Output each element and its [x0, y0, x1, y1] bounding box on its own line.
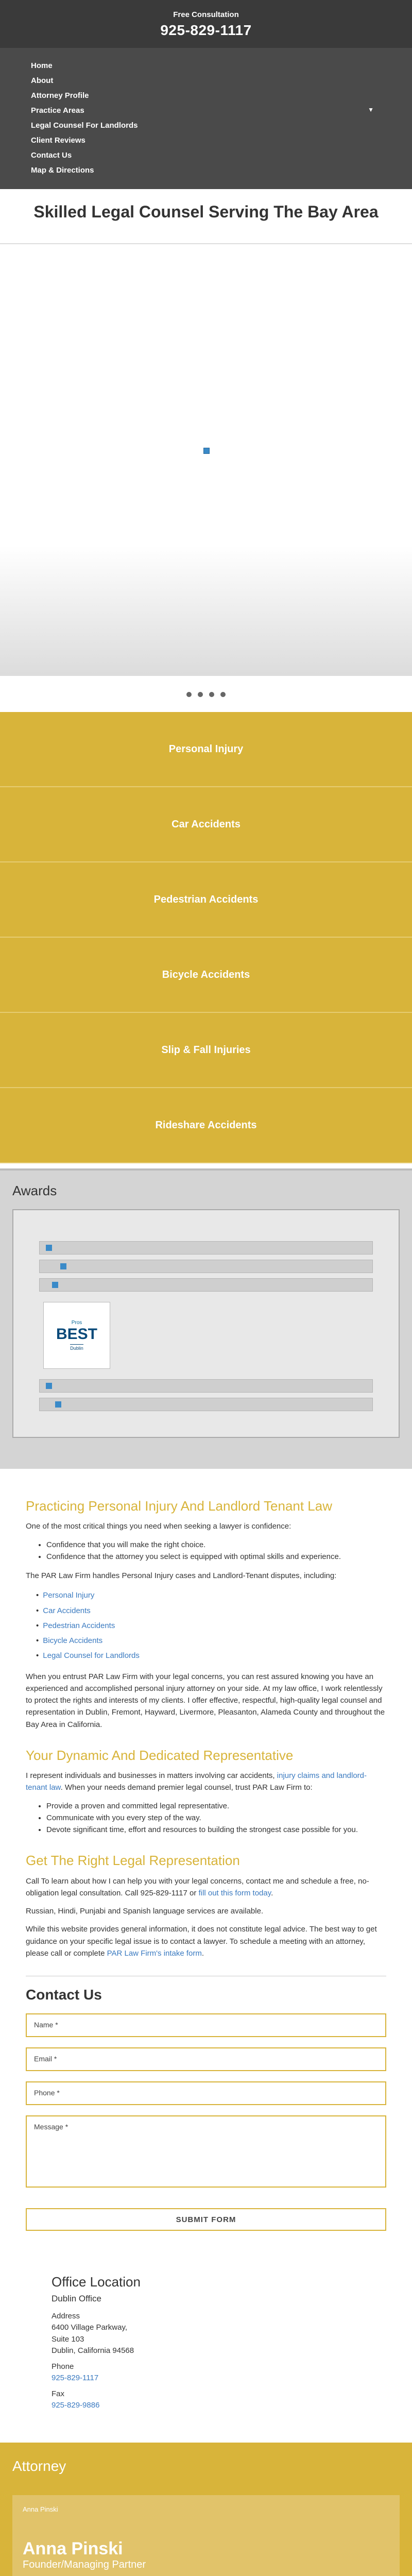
link-pedestrian-accidents[interactable]: • Pedestrian Accidents — [36, 1618, 386, 1633]
list-item: • Confidence that you will make the right choice. — [46, 1539, 386, 1551]
nav-item-about[interactable] — [31, 73, 381, 88]
contact-title: Contact Us — [26, 1976, 386, 2013]
phone-field[interactable]: Phone * — [26, 2081, 386, 2105]
link-car-accidents[interactable]: • Car Accidents — [36, 1603, 386, 1618]
attorney-section-title: Attorney — [12, 2458, 66, 2474]
nav-label: Attorney Profile — [31, 91, 89, 100]
bullet-list — [46, 1800, 386, 1836]
paragraph: When you entrust PAR Law Firm with your legal concerns, you can rest assured knowing you have an experienced and accomplished personal injury attorney on your side. At my law office, I work relentlessly to protect the rights and interests of my clients. I offer effective, respectful, high-quality legal counsel and representation in Dublin, Fremont, Hayward, Livermore, Pleasanton, Alameda County and throughout the Bay Area in California. — [26, 1672, 385, 1729]
fax-label: Fax — [52, 2389, 65, 2398]
award-row — [39, 1398, 373, 1411]
office-name: Dublin Office — [52, 2294, 102, 2304]
text: While this website provides general information, it does not constitute legal advice. The best way to get guidance on your specific legal issue is to contact a lawyer. To schedule a meeting with an attorney, please call or complete — [26, 1925, 377, 1958]
nav-label: Practice Areas — [31, 106, 84, 115]
section-heading: Practicing Personal Injury And Landlord Tenant Law — [26, 1498, 333, 1514]
award-icon — [55, 1401, 61, 1408]
link-bicycle-accidents[interactable]: • Bicycle Accidents — [36, 1633, 386, 1648]
slide-placeholder-icon — [203, 448, 210, 454]
paragraph: The PAR Law Firm handles Personal Injury cases and Landlord-Tenant disputes, including: — [26, 1571, 337, 1581]
nav-label: Contact Us — [31, 151, 72, 160]
awards-title: Awards — [12, 1183, 57, 1198]
address-line: Suite 103 — [52, 2334, 84, 2344]
text: . — [271, 1888, 273, 1897]
badge-main-text: BEST — [56, 1326, 97, 1343]
submit-button[interactable]: SUBMIT FORM — [26, 2208, 386, 2231]
chevron-down-icon[interactable]: ▼ — [368, 106, 374, 113]
practice-area-personal-injury[interactable]: Personal Injury — [0, 712, 412, 787]
email-field[interactable]: Email * — [26, 2047, 386, 2071]
bullet-list — [46, 1539, 386, 1563]
text: . — [201, 1948, 204, 1958]
nav-label: About — [31, 76, 54, 85]
nav-item-client-reviews[interactable] — [31, 133, 381, 148]
paragraph: One of the most critical things you need when seeking a lawyer is confidence: — [26, 1522, 291, 1531]
nav-item-attorney-profile[interactable] — [31, 88, 381, 103]
award-icon — [60, 1263, 66, 1269]
award-icon — [46, 1245, 52, 1251]
main-nav — [0, 48, 412, 189]
message-field[interactable]: Message * — [26, 2115, 386, 2188]
nav-label: Map & Directions — [31, 166, 94, 175]
awards-box — [12, 1209, 400, 1438]
address-line: 6400 Village Parkway, — [52, 2323, 128, 2332]
page-title: Skilled Legal Counsel Serving The Bay Area — [33, 202, 379, 221]
practice-area-slip-fall[interactable]: Slip & Fall Injuries — [0, 1013, 412, 1088]
address-label: Address — [52, 2311, 80, 2320]
nav-item-practice-areas[interactable] — [31, 103, 381, 118]
hero-slider — [0, 243, 412, 676]
free-consultation-label: Free Consultation — [173, 10, 239, 19]
main-content — [0, 1469, 412, 1971]
list-item: • Devote significant time, effort and resources to building the strongest case possible for you. — [46, 1824, 386, 1836]
paragraph: Russian, Hindi, Punjabi and Spanish language services are available. — [26, 1907, 264, 1916]
award-row — [39, 1260, 373, 1273]
text: Call To learn about how I can help you with your legal concerns, contact me and schedule a free, no-obligation legal consultation. Call 925-829-1117 or — [26, 1876, 369, 1897]
award-row — [39, 1379, 373, 1393]
paragraph — [26, 1875, 386, 1900]
nav-item-home[interactable] — [31, 58, 381, 73]
nav-label: Legal Counsel For Landlords — [31, 121, 138, 130]
nav-item-map-directions[interactable] — [31, 163, 381, 178]
form-link[interactable]: fill out this form today — [198, 1888, 271, 1897]
attorney-role: Founder/Managing Partner — [23, 2558, 146, 2570]
awards-section — [0, 1168, 412, 1469]
slider-dots — [0, 676, 412, 712]
practice-area-rideshare[interactable]: Rideshare Accidents — [0, 1088, 412, 1163]
attorney-name: Anna Pinski — [23, 2538, 123, 2558]
practice-link-list — [36, 1588, 386, 1663]
slider-dot[interactable] — [186, 692, 192, 697]
text: . When your needs demand premier legal counsel, trust PAR Law Firm to: — [60, 1783, 313, 1792]
award-icon — [52, 1282, 58, 1288]
nav-label: Home — [31, 61, 53, 70]
badge-top-text: Pros — [71, 1320, 82, 1326]
paragraph — [26, 1923, 386, 1959]
office-phone-link[interactable]: 925-829-1117 — [52, 2374, 99, 2383]
section-heading: Get The Right Legal Representation — [26, 1853, 240, 1869]
best-pros-badge[interactable] — [43, 1302, 110, 1369]
text: I represent individuals and businesses in matters involving car accidents, — [26, 1771, 275, 1781]
nav-item-contact-us[interactable] — [31, 148, 381, 163]
list-item: • Communicate with you every step of the way. — [46, 1812, 386, 1824]
address-line: Dublin, California 94568 — [52, 2346, 134, 2355]
contact-form — [0, 1971, 412, 2246]
practice-area-bicycle-accidents[interactable]: Bicycle Accidents — [0, 938, 412, 1013]
badge-bottom-text: Dublin — [70, 1344, 83, 1351]
list-item: • Provide a proven and committed legal representative. — [46, 1800, 386, 1812]
header — [0, 0, 412, 48]
slider-dot[interactable] — [220, 692, 226, 697]
slider-dot[interactable] — [209, 692, 214, 697]
intake-form-link[interactable]: PAR Law Firm's intake form — [107, 1948, 202, 1958]
practice-areas — [0, 712, 412, 1163]
award-row — [39, 1278, 373, 1292]
nav-item-legal-counsel[interactable] — [31, 118, 381, 133]
award-row — [39, 1241, 373, 1255]
office-location — [0, 2246, 412, 2443]
attorney-crumb: Anna Pinski — [23, 2505, 58, 2513]
link-personal-injury[interactable]: • Personal Injury — [36, 1588, 386, 1603]
section-heading: Your Dynamic And Dedicated Representative — [26, 1747, 294, 1763]
practice-area-car-accidents[interactable]: Car Accidents — [0, 787, 412, 862]
name-field[interactable]: Name * — [26, 2013, 386, 2037]
practice-area-pedestrian-accidents[interactable]: Pedestrian Accidents — [0, 862, 412, 938]
attorney-section — [0, 2443, 412, 2576]
nav-label: Client Reviews — [31, 136, 85, 145]
slider-dot[interactable] — [198, 692, 203, 697]
phone-label: Phone — [52, 2362, 74, 2371]
paragraph — [26, 1770, 386, 1794]
injury-claims-link[interactable]: injury claims and landlord-tenant law — [26, 1771, 367, 1792]
office-fax-link[interactable]: 925-829-9886 — [52, 2401, 100, 2410]
award-icon — [46, 1383, 52, 1389]
list-item: • Confidence that the attorney you select is equipped with optimal skills and experience. — [46, 1551, 386, 1563]
attorney-card — [12, 2495, 400, 2576]
link-legal-counsel-landlords[interactable]: • Legal Counsel for Landlords — [36, 1648, 386, 1663]
office-title: Office Location — [52, 2274, 141, 2290]
header-phone-link[interactable]: 925-829-1117 — [160, 22, 252, 38]
